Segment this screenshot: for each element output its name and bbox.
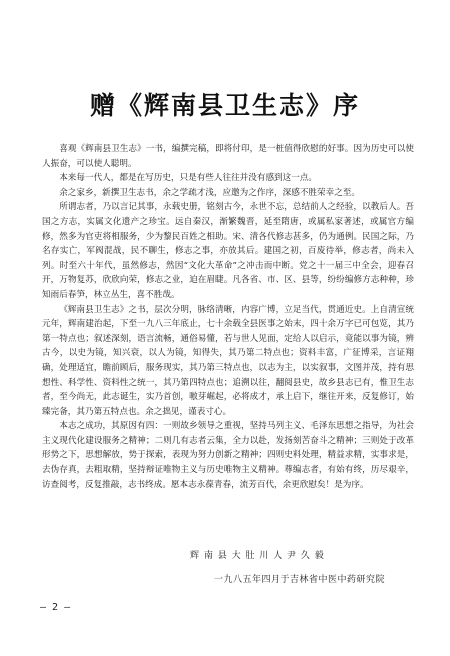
author-signature: 辉 南 县 大 肚 川 人 尹 久 毅 (190, 551, 325, 561)
paragraph: 喜观《辉南县卫生志》一书，编撰完稿，即将付印，是一桩值得欣慰的好事。因为历史可以使人振奋，可以使人聪明。 (42, 144, 414, 169)
signature-date: 一九八五年四月于吉林省中医中药研究院 (214, 575, 386, 585)
paragraph: 本来每一代人，都是在写历史，只是有些人往往并没有感到这一点。 (59, 173, 318, 184)
paragraph: 《辉南县卫生志》之书，层次分明，脉络清晰，内容广博，立足当代，贯通近史。上自清宣统元年，辉南建治起，下至一九八三年底止，七十余载全县医事之始末，四十余万字已可包览，其乃第一特点也；叙述深刻，语言流畅，通俗易懂，若与世人见面，定给人以启示，竟能以事为镜，辨古今，以史为镜，知兴衰，以人为镜，知得失，其乃第二特点也；资料丰富，广征博采，言证翔确，处理适宜，瞻前顾后，服务现实，其乃第三特点也，以志为主，以实叙事，文图并茂，持有思想性、科学性、资料性之统一，其乃第四特点也；追溯以往，翻阅县史，故乡县志已有，惟卫生志者，至今尚无，此志诞生，实乃首创，嗷芽崛起，必将成才，承上启下，继往开来，反复修订，始臻完备，其乃第五特点也。余之拙见，谨表寸心。 (42, 304, 414, 417)
paragraph: 本志之成功，其原因有四：一则故乡领导之重视，坚持马列主义、毛泽东思想之指导，为社会主义现代化建设服务之精神；二则几有志者云集，全力以赴，发扬刻苦奋斗之精神；三则处于改革形势之下，思想解放，势于探索，表现为努力创新之精神；四则史料处理，精益求精，实事求是，去伪存真，去粗取精，坚持辩证唯物主义与历史唯物主义精神。尊编志者，有始有终，历尽艰辛，访查阅考，反复推敲，志书终成。愿本志永葆青春，流芳百代，余更欣慰矣！是为序。 (42, 421, 414, 490)
page-number: — 2 — (40, 602, 71, 613)
preface-body (42, 142, 414, 492)
page-title: 赠《辉南县卫生志》序 (89, 91, 360, 120)
paragraph: 所谓志者，乃以言记其事，永载史册，铭刻古今，永世不忘，总结前人之经验，以教后人。吾国之方志，实属文化遗产之珍宝。远自秦汉，渐繁魏晋，延至隋唐，或属私家著述，或属官方编修，然多为官吏将相服务，少为黎民百姓之相助。宋、清各代修志甚多，仍为通例。民国之际，乃名存实亡，军阀混战，民不聊生，修志之事，亦放其后。建国之初，百废待举，修志者，尚未入列。时至六十年代，虽然修志，然因“文化大革命”之冲击而中断。党之十一届三中全会，迎春召开，万物复苏，欣欣向荣，修志之业，迫在眉睫。凡各省、市、区、县等，纷纷编修方志种种，珍知雨后春笋，林立丛生，喜不胜哉。 (42, 202, 414, 300)
paragraph: 余之家乡，新撰卫生志书，余之学疏才浅，应邀为之作序，深感不胜荣幸之至。 (59, 187, 360, 198)
